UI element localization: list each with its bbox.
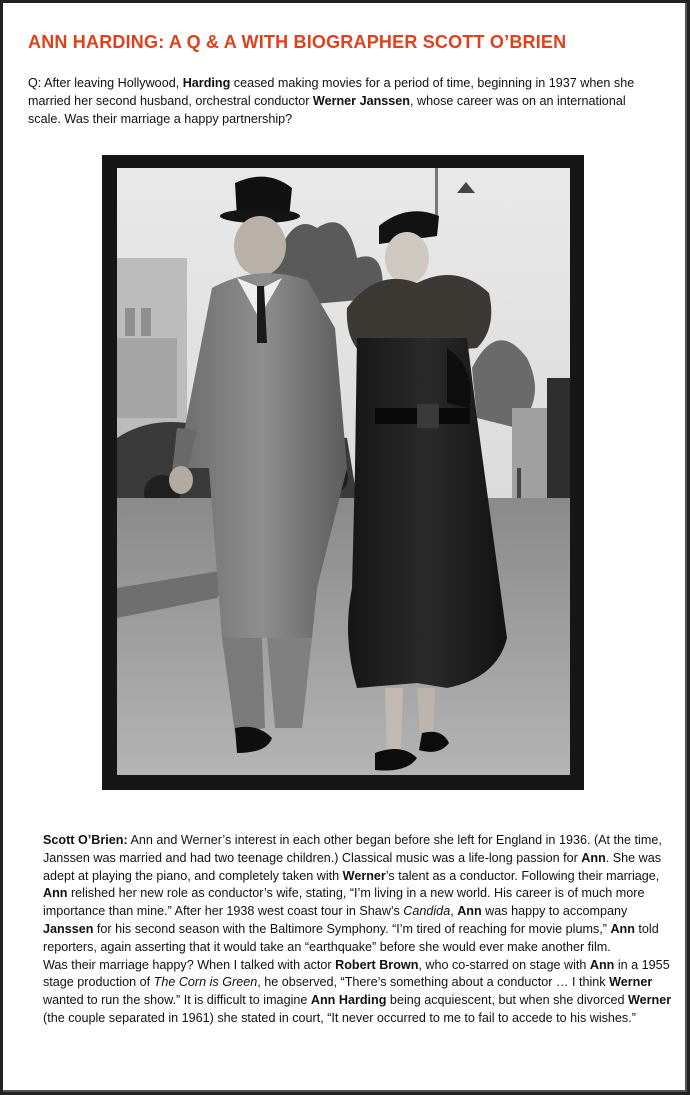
photo-frame xyxy=(102,155,584,790)
text-run: wanted to run the show.” It is difficult to imagine xyxy=(43,993,311,1008)
question-paragraph xyxy=(28,74,656,128)
bold-name: Ann Harding xyxy=(310,993,387,1008)
text-run: (the couple separated in 1961) she stated in court, “It never occurred to me to fail to accede to his wishes.” xyxy=(43,1010,636,1025)
question-name-harding: Harding xyxy=(182,76,231,90)
question-text: ceased making movies for a period of time, beginning in 1937 when she married her second husband, orchestral conductor xyxy=(28,76,635,108)
couple-photo xyxy=(117,168,570,775)
speaker-label: Scott O’Brien: xyxy=(43,833,128,847)
text-run: , who co-starred on stage with xyxy=(418,957,590,972)
text-run: told reporters, again asserting that it would take an “earthquake” before she would ever make another film. xyxy=(43,921,659,954)
bold-name: Ann xyxy=(581,850,606,865)
question-text: Q: After leaving Hollywood, xyxy=(28,76,183,90)
text-run: for his second season with the Baltimore Symphony. “I’m tired of reaching for movie plums,” xyxy=(93,921,611,936)
bold-name: Ann xyxy=(610,921,635,936)
question-text: , whose career was on an international scale. Was their marriage a happy partnership? xyxy=(28,94,626,126)
text-run: , he observed, “There’s something about a conductor … I think xyxy=(257,975,610,990)
bold-name: Ann xyxy=(43,886,68,901)
text-run: , xyxy=(450,904,458,919)
text-run: being acquiescent, but when she divorced xyxy=(386,993,628,1008)
answer-paragraph-1-body xyxy=(43,833,662,954)
text-run: Ann and Werner’s interest in each other began before she left for England in 1936. (At the time, Janssen was married and had two teenage children.) Classical music was a life-long passion for xyxy=(43,833,662,865)
text-run: . She was adept at playing the piano, and completely taken with xyxy=(43,850,662,883)
text-run: was happy to accompany xyxy=(481,904,628,919)
page-title: ANN HARDING: A Q & A WITH BIOGRAPHER SCOTT O’BRIEN xyxy=(28,32,567,52)
bold-name: Werner xyxy=(342,868,386,883)
italic-title: Candida xyxy=(403,904,451,919)
text-run: relished her new role as conductor’s wife, stating, “I’m living in a new world. His career is of much more importance than mine.” After her 1938 west coast tour in Shaw’s xyxy=(43,886,645,919)
text-run: in a 1955 stage production of xyxy=(43,957,670,990)
italic-title: The Corn is Green xyxy=(153,975,258,990)
bold-name: Janssen xyxy=(43,921,94,936)
bold-name: Ann xyxy=(457,904,482,919)
bold-name: Ann xyxy=(589,957,615,972)
bold-name: Robert Brown xyxy=(335,957,419,972)
question-name-janssen: Werner Janssen xyxy=(312,94,410,108)
answer-section xyxy=(43,832,673,1028)
couple-photo-illustration xyxy=(117,168,570,775)
bold-name: Werner xyxy=(609,975,653,990)
bold-name: Werner xyxy=(627,993,672,1008)
answer-paragraph-1 xyxy=(43,832,673,957)
text-run: ’s talent as a conductor. Following their marriage, xyxy=(385,868,660,883)
text-run: Was their marriage happy? When I talked with actor xyxy=(43,957,336,972)
answer-paragraph-2 xyxy=(43,957,673,1028)
